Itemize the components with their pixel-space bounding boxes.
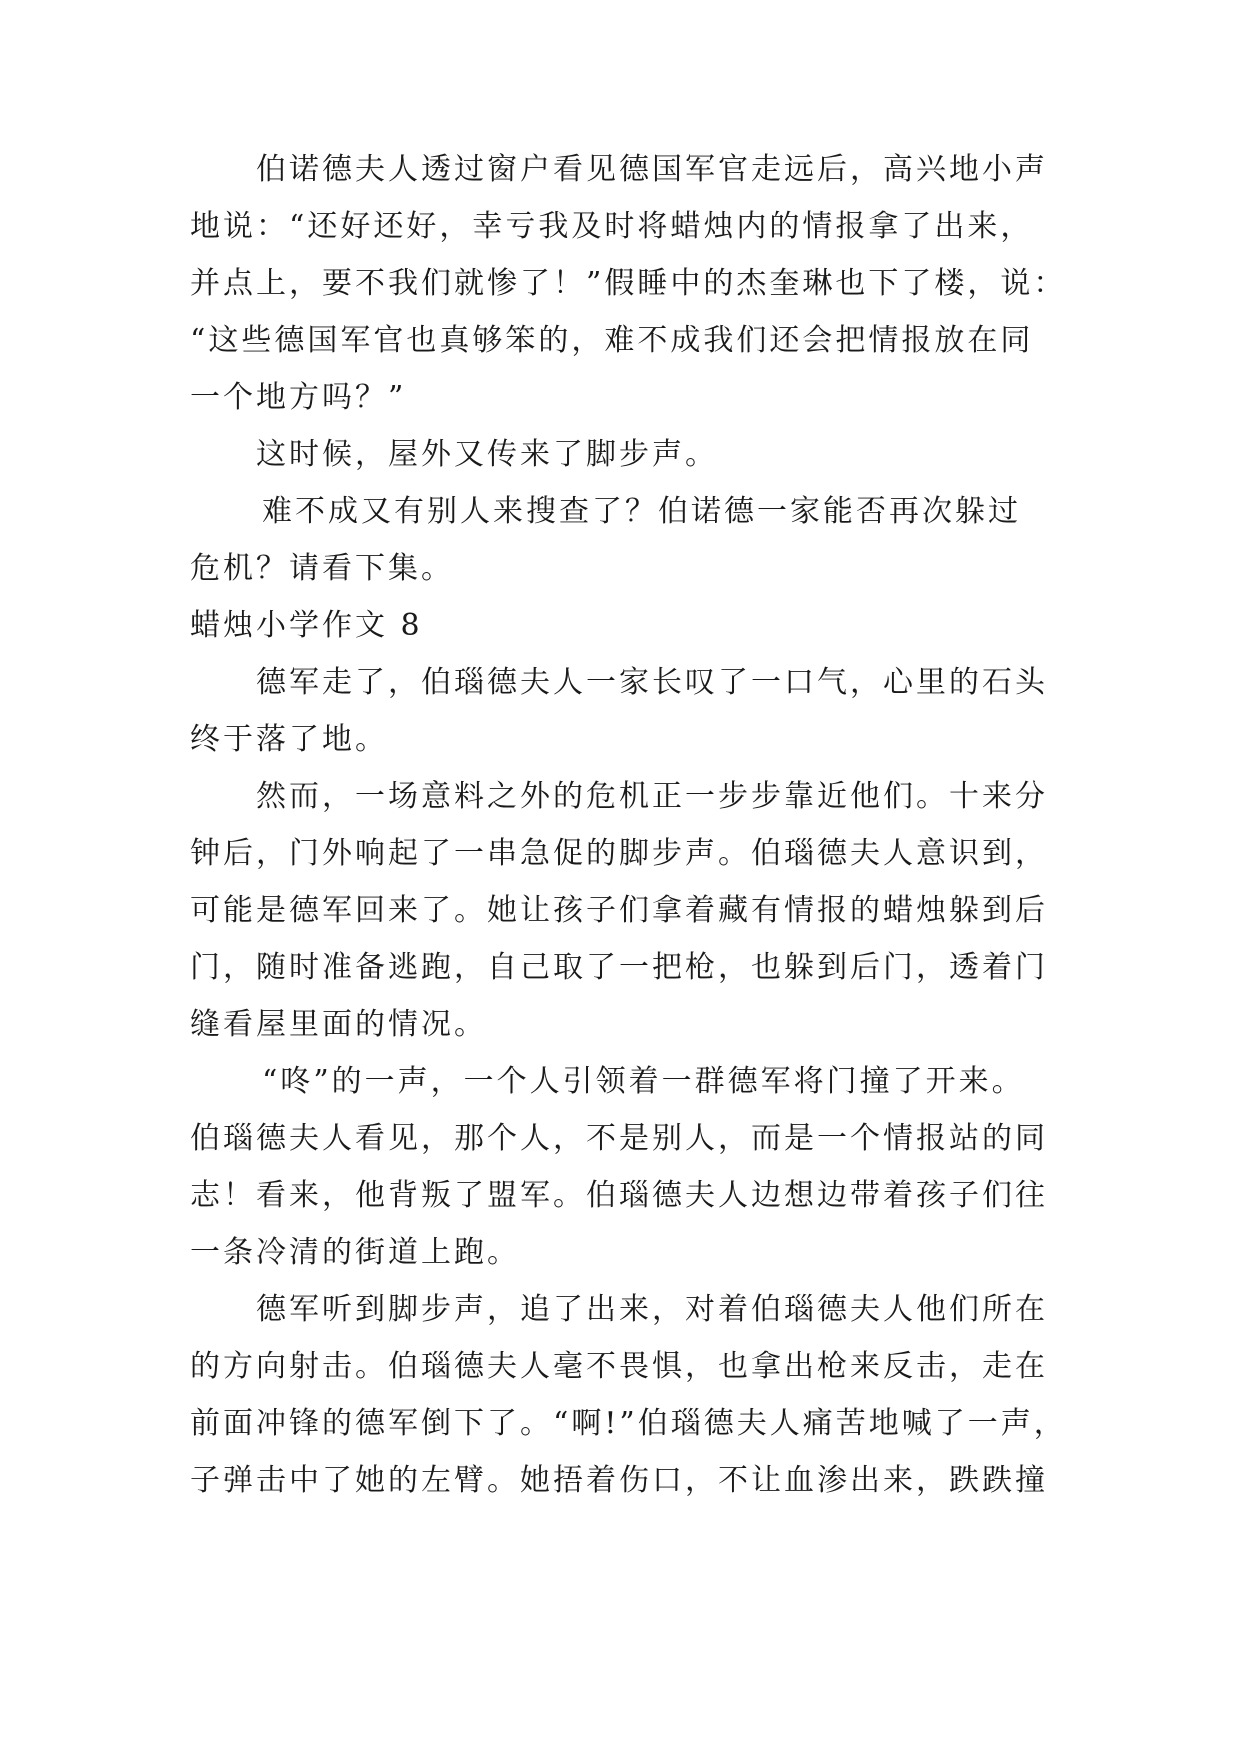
paragraph-line: 德军走了，伯瑙德夫人一家长叹了一口气，心里的石头 <box>256 665 1048 700</box>
paragraph-line: 缝看屋里面的情况。 <box>190 1007 487 1042</box>
paragraph-line: 钟后，门外响起了一串急促的脚步声。伯瑙德夫人意识到， <box>190 836 1048 871</box>
paragraph-line: 子弹击中了她的左臂。她捂着伤口，不让血渗出来，跌跌撞 <box>190 1463 1048 1498</box>
paragraph-line: “这些德国军官也真够笨的，难不成我们还会把情报放在同 <box>190 323 1034 358</box>
paragraph-line: 并点上，要不我们就惨了！”假睡中的杰奎琳也下了楼，说： <box>190 266 1067 301</box>
paragraph-line: 然而，一场意料之外的危机正一步步靠近他们。十来分 <box>256 779 1048 814</box>
paragraph-line: 的方向射击。伯瑙德夫人毫不畏惧，也拿出枪来反击，走在 <box>190 1349 1048 1384</box>
paragraph-line: 可能是德军回来了。她让孩子们拿着藏有情报的蜡烛躲到后 <box>190 893 1048 928</box>
paragraph-line: 一条冷清的街道上跑。 <box>190 1235 520 1270</box>
paragraph-line: 一个地方吗？” <box>190 380 407 415</box>
section-title: 蜡烛小学作文 8 <box>190 608 423 643</box>
paragraph-line: 德军听到脚步声，追了出来，对着伯瑙德夫人他们所在 <box>256 1292 1048 1327</box>
paragraph-line: 危机？请看下集。 <box>190 551 454 586</box>
paragraph-line: 终于落了地。 <box>190 722 388 757</box>
paragraph-line: 志！看来，他背叛了盟军。伯瑙德夫人边想边带着孩子们往 <box>190 1178 1048 1213</box>
paragraph-line: 地说：“还好还好，幸亏我及时将蜡烛内的情报拿了出来， <box>190 209 1034 244</box>
paragraph-line: 这时候，屋外又传来了脚步声。 <box>256 437 718 472</box>
paragraph-line: “咚”的一声，一个人引领着一群德军将门撞了开来。 <box>262 1064 1025 1099</box>
paragraph-line: 前面冲锋的德军倒下了。“啊!”伯瑙德夫人痛苦地喊了一声， <box>190 1406 1067 1441</box>
paragraph-line: 伯瑙德夫人看见，那个人，不是别人，而是一个情报站的同 <box>190 1121 1048 1156</box>
paragraph-line: 难不成又有别人来搜查了？伯诺德一家能否再次躲过 <box>262 494 1021 529</box>
paragraph-line: 伯诺德夫人透过窗户看见德国军官走远后，高兴地小声 <box>256 152 1048 187</box>
paragraph-line: 门，随时准备逃跑，自己取了一把枪，也躲到后门，透着门 <box>190 950 1048 985</box>
